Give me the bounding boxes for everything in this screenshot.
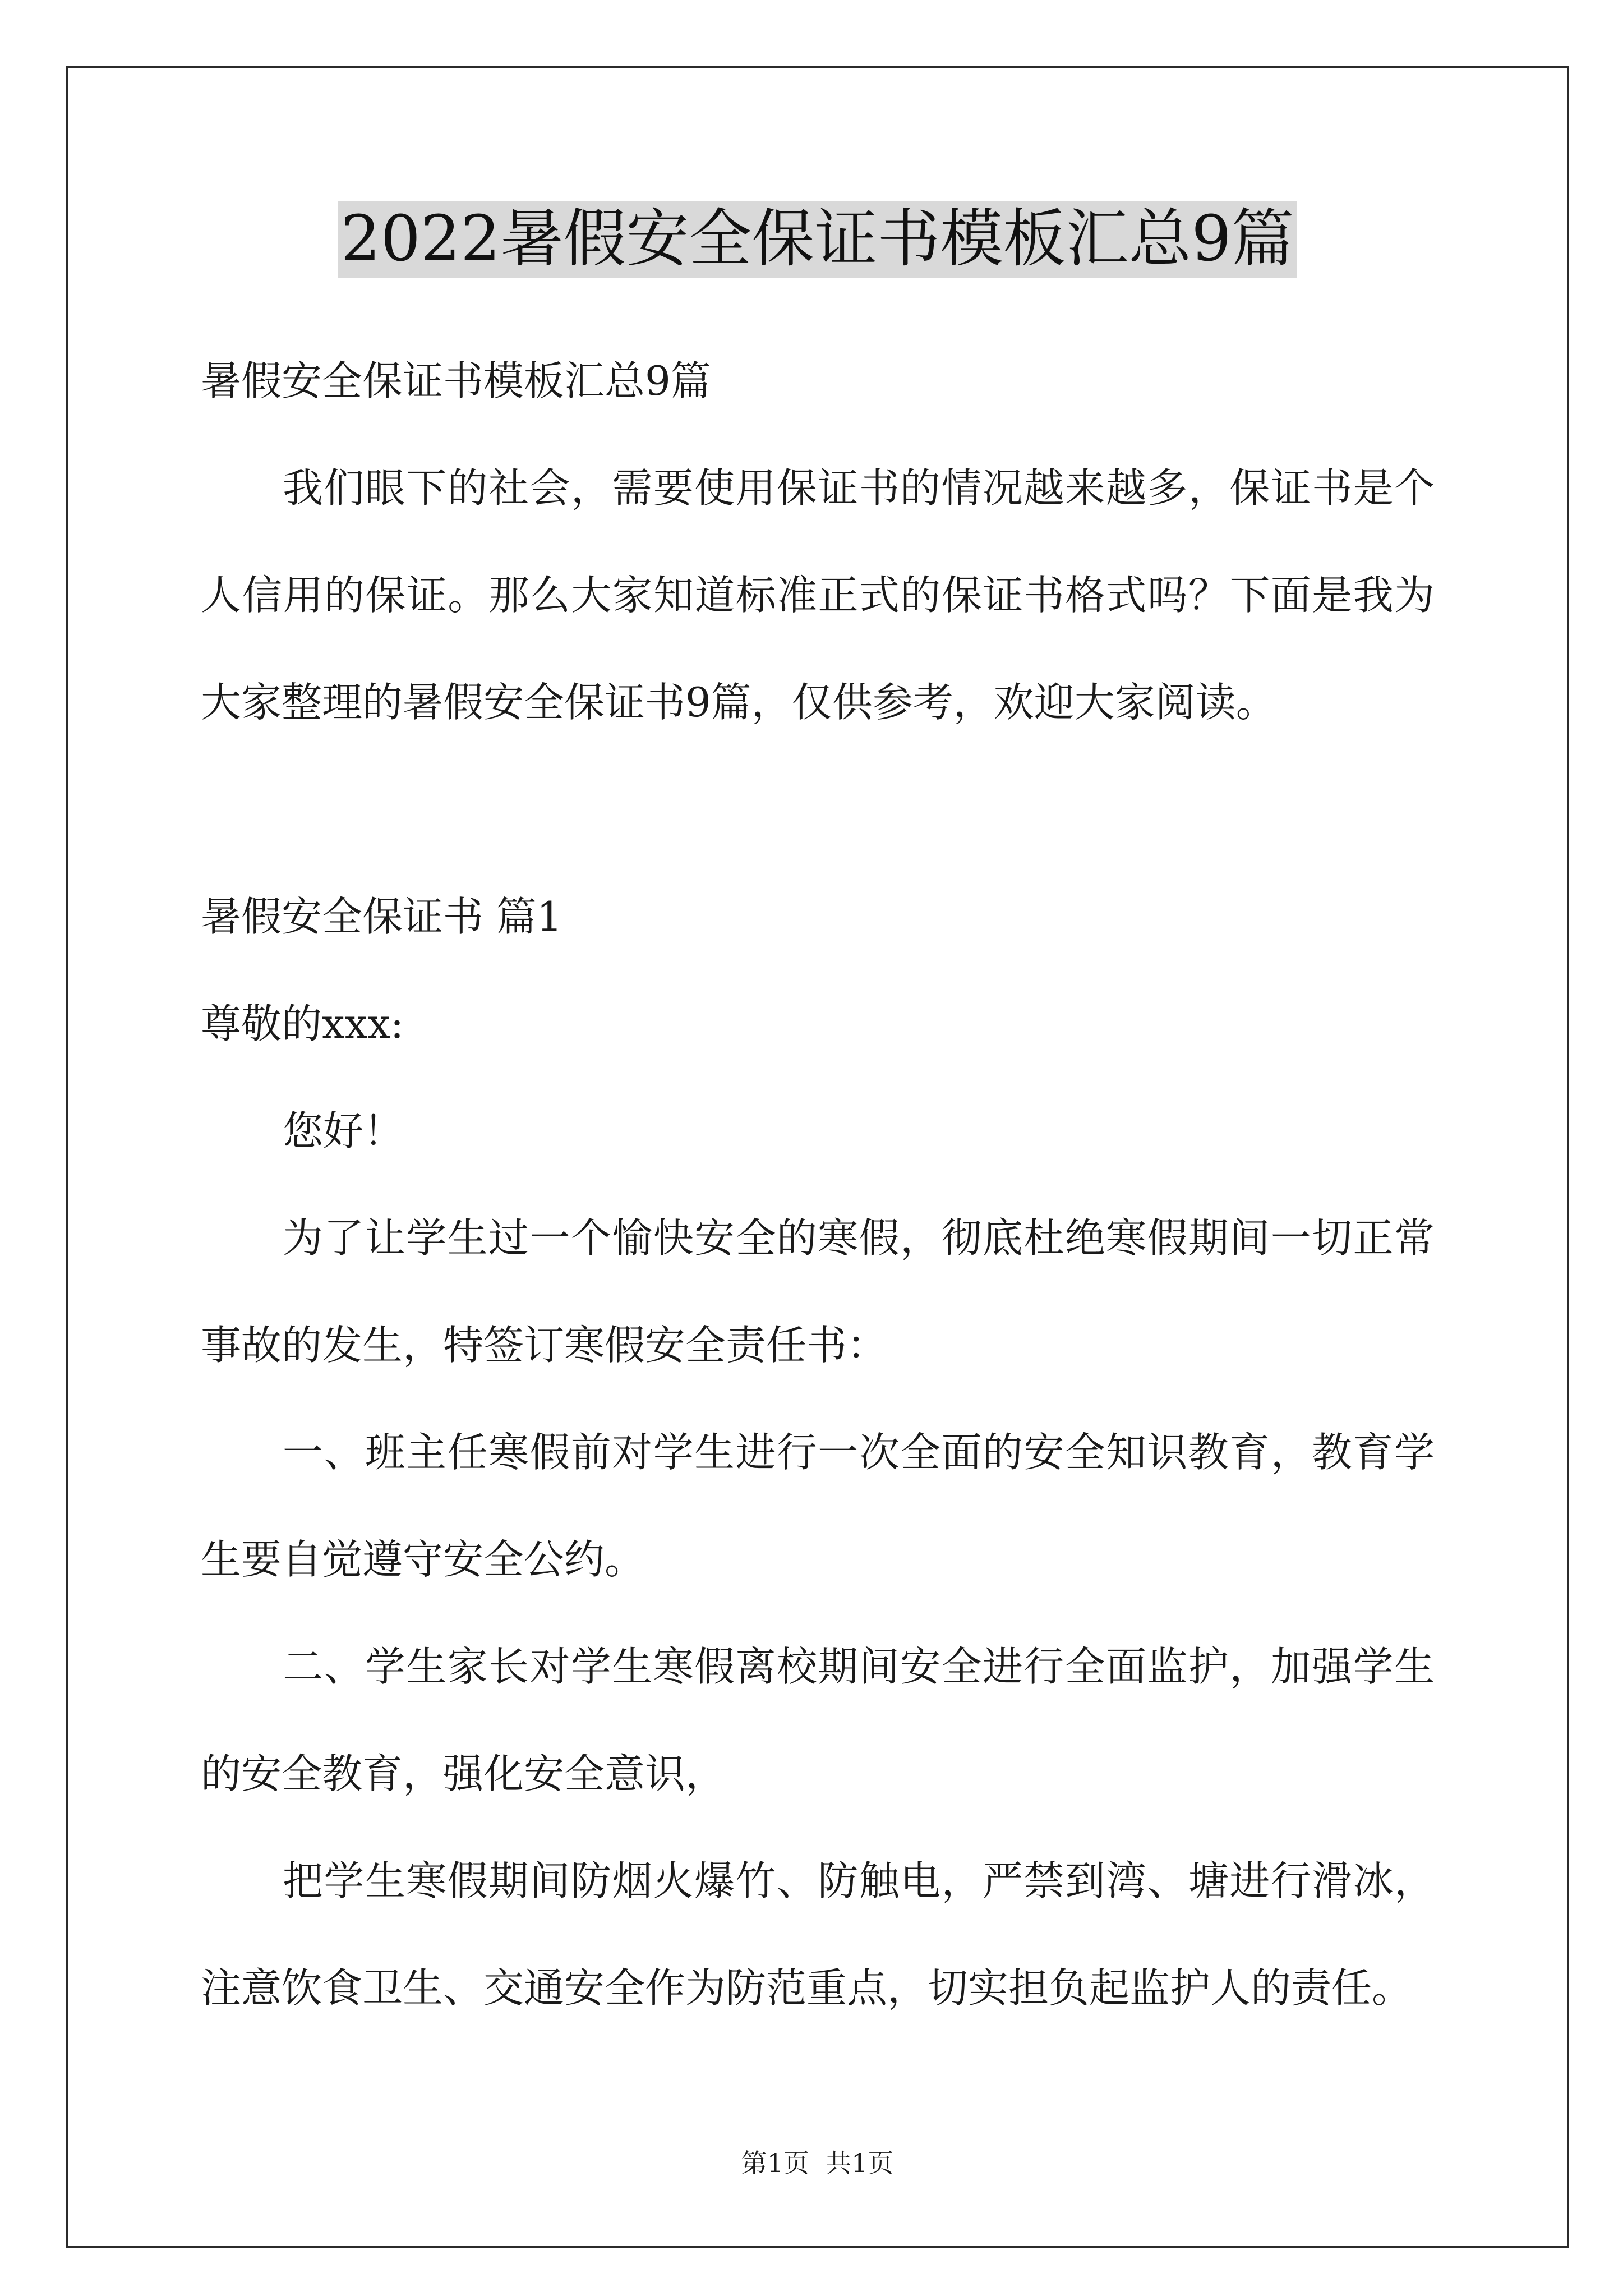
text-line: 一、班主任寒假前对学生进行一次全面的安全知识教育，教育学 [283,1429,1435,1476]
text-line: 二、学生家长对学生寒假离校期间安全进行全面监护，加强学生 [283,1643,1435,1690]
text-line: 生要自觉遵守安全公约。 [201,1536,645,1583]
text-line: 我们眼下的社会，需要使用保证书的情况越来越多，保证书是个 [283,464,1435,512]
salutation: 尊敬的xxx: [201,1000,404,1047]
text-line: 事故的发生，特签订寒假安全责任书： [201,1322,888,1369]
text-line: 大家整理的暑假安全保证书9篇，仅供参考，欢迎大家阅读。 [201,679,1276,726]
section-heading: 暑假安全保证书 篇1 [201,893,562,940]
blank-line [201,756,1435,863]
text-line: 把学生寒假期间防烟火爆竹、防触电，严禁到湾、塘进行滑冰， [283,1857,1435,1904]
text-line: 人信用的保证。那么大家知道标准正式的保证书格式吗？下面是我为 [201,572,1435,619]
document-body [201,328,1435,2042]
text-line: 注意饮食卫生、交通安全作为防范重点，切实担负起监护人的责任。 [201,1964,1413,2012]
text-line: 为了让学生过一个愉快安全的寒假，彻底杜绝寒假期间一切正常 [283,1214,1435,1262]
paragraph-intro-statement [201,1185,1435,1399]
paragraph-supervision [201,1828,1435,2042]
greeting: 您好！ [283,1107,404,1154]
document-title: 2022暑假安全保证书模板汇总9篇 [338,201,1296,278]
document-subtitle: 暑假安全保证书模板汇总9篇 [201,357,711,404]
page-footer: 第1页 共1页 [741,2148,894,2178]
paragraph-item-two [201,1613,1435,1828]
text-line: 的安全教育，强化安全意识， [201,1750,726,1797]
intro-paragraph [201,435,1435,756]
title-row [66,201,1569,278]
paragraph-item-one [201,1399,1435,1613]
